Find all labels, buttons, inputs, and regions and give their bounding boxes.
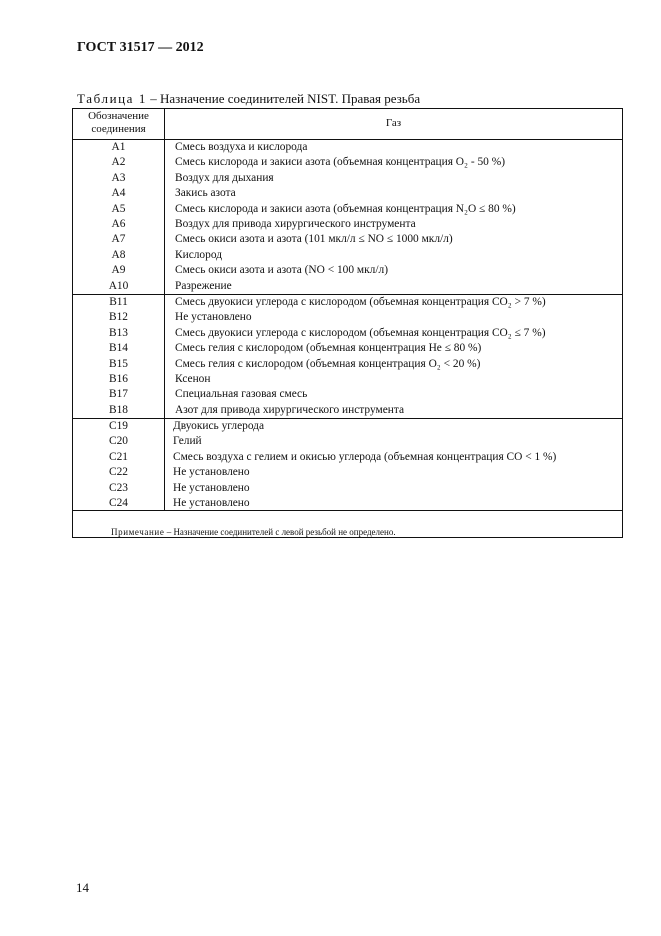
connector-code: B14 [109,342,128,355]
table-row [73,202,622,217]
gas-name: Смесь воздуха с гелием и окисью углерода (объемная концентрация CO < 1 %) [173,450,557,463]
connector-code: B13 [109,326,128,339]
connector-code: A3 [111,171,126,184]
connector-code: A4 [111,187,126,200]
connector-code: A7 [111,233,126,246]
group-a [73,140,622,294]
table-row [73,387,622,402]
gas-name: Закись азота [175,187,236,200]
table-row [73,450,622,465]
table-row [73,186,622,201]
table-caption-text: – Назначение соединителей NIST. Правая резьба [147,91,421,106]
group-b [73,295,622,418]
connector-code: A10 [108,279,129,292]
table-row [73,326,622,341]
gas-name: Не установлено [173,481,250,494]
gas-name: Смесь гелия с кислородом (объемная концентрация O₂ < 20 %) [175,357,481,370]
connector-code: B16 [109,372,128,385]
connector-code: C21 [109,450,128,463]
gas-name: Воздух для привода хирургического инструмента [175,217,416,230]
gas-name: Не установлено [175,311,252,324]
connector-code: A1 [111,141,126,153]
connectors-table [72,108,623,538]
table-row [73,295,622,310]
table-row [73,465,622,480]
gas-name: Смесь двуокиси углерода с кислородом (объемная концентрация CO₂ > 7 %) [175,296,546,308]
gas-name: Смесь окиси азота и азота (101 мкл/л ≤ NO ≤ 1000 мкл/л) [175,233,453,246]
table-row [73,217,622,232]
column-header-gas: Газ [385,117,402,129]
connector-code: C22 [109,466,128,479]
connector-code: B17 [109,388,128,401]
table-note [111,527,396,537]
connector-code: C19 [109,420,128,432]
connector-code: C24 [109,496,128,509]
gas-name: Смесь кислорода и закиси азота (объемная концентрация N₂O ≤ 80 %) [175,202,516,215]
table-row [73,171,622,186]
gas-name: Смесь двуокиси углерода с кислородом (объемная концентрация CO₂ ≤ 7 %) [175,326,546,339]
gas-name: Смесь воздуха и кислорода [175,141,308,153]
connector-code: A2 [111,156,126,169]
table-row [73,310,622,325]
connector-code: C20 [109,435,128,448]
table-row [73,481,622,496]
table-row [73,232,622,247]
gas-name: Кислород [175,248,222,261]
gas-name: Гелий [173,435,202,448]
gas-name: Смесь кислорода и закиси азота (объемная концентрация O₂ - 50 %) [175,156,505,169]
table-row [73,341,622,356]
gas-name: Не установлено [173,466,250,479]
table-row [73,403,622,418]
gas-name: Специальная газовая смесь [175,388,308,401]
column-header-designation: Обозначение соединения [88,110,149,135]
page-number: 14 [76,880,89,895]
table-row [73,263,622,278]
gas-name: Ксенон [175,372,211,385]
document-header: ГОСТ 31517 — 2012 [77,40,204,55]
connector-code: C23 [109,481,128,494]
gas-name: Разрежение [175,279,232,292]
connector-code: A6 [111,217,126,230]
table-caption-label: Таблица 1 [77,91,147,106]
connector-code: B11 [109,296,128,308]
gas-name: Воздух для дыхания [175,171,274,184]
connector-code: B18 [109,403,128,416]
gas-name: Двуокись углерода [173,420,265,432]
table-row [73,419,622,434]
table-note-text: – Назначение соединителей с левой резьбой не определено. [164,527,396,537]
table-row [73,496,622,511]
table-row [73,372,622,387]
table-row [73,279,622,294]
table-caption [77,91,420,107]
table-row [73,155,622,170]
table-row [73,357,622,372]
gas-name: Не установлено [173,496,250,509]
connector-code: A5 [111,202,126,215]
gas-name: Смесь гелия с кислородом (объемная концентрация He ≤ 80 %) [175,342,482,355]
table-row [73,140,622,155]
table-note-label: Примечание [111,527,165,537]
connector-code: B15 [109,357,128,370]
gas-name: Смесь окиси азота и азота (NO < 100 мкл/л) [175,264,388,277]
gas-name: Азот для привода хирургического инструмента [175,403,405,416]
table-row [73,248,622,263]
table-row [73,434,622,449]
group-c [73,419,622,511]
connector-code: A9 [111,264,126,277]
connector-code: B12 [109,311,128,324]
connector-code: A8 [111,248,126,261]
